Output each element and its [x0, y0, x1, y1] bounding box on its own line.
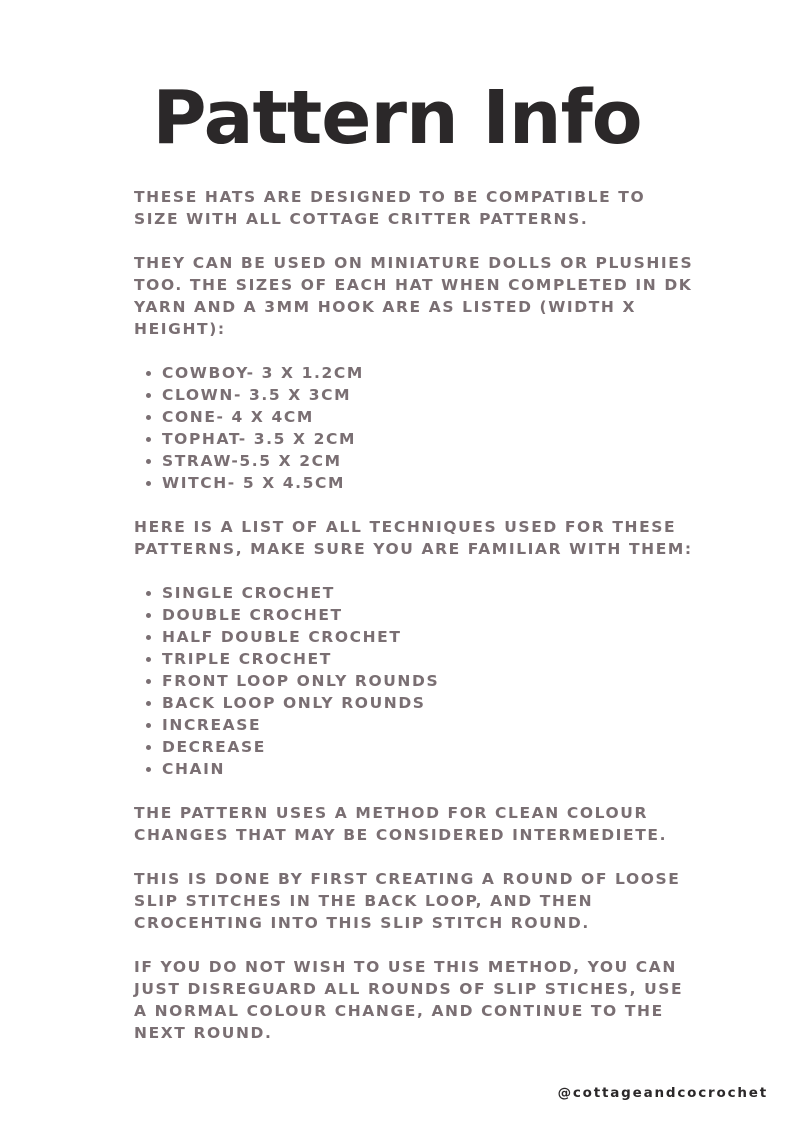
list-item: CHAIN [162, 758, 694, 780]
list-item: TOPHAT- 3.5 X 2CM [162, 428, 694, 450]
usage-paragraph: THEY CAN BE USED ON MINIATURE DOLLS OR PLUSHIES TOO. THE SIZES OF EACH HAT WHEN COMPLETED IN DK YARN AND A 3MM HOOK ARE AS LISTED (WIDTH X HEIGHT): [134, 254, 694, 338]
list-item: DOUBLE CROCHET [162, 604, 694, 626]
list-item: FRONT LOOP ONLY ROUNDS [162, 670, 694, 692]
method-note-paragraph: THE PATTERN USES A METHOD FOR CLEAN COLOUR CHANGES THAT MAY BE CONSIDERED INTERMEDIETE. [134, 804, 668, 844]
social-handle: @cottageandcocrochet [557, 1085, 768, 1101]
method-detail-paragraph: THIS IS DONE BY FIRST CREATING A ROUND OF LOOSE SLIP STITCHES IN THE BACK LOOP, AND THEN CROCEHTING INTO THIS SLIP STITCH ROUND. [134, 870, 681, 932]
list-item: CONE- 4 X 4CM [162, 406, 694, 428]
techniques-intro-paragraph: HERE IS A LIST OF ALL TECHNIQUES USED FOR THESE PATTERNS, MAKE SURE YOU ARE FAMILIAR WITH THEM: [134, 518, 693, 558]
list-item: WITCH- 5 X 4.5CM [162, 472, 694, 494]
list-item: SINGLE CROCHET [162, 582, 694, 604]
method-alternative-paragraph: IF YOU DO NOT WISH TO USE THIS METHOD, YOU CAN JUST DISREGUARD ALL ROUNDS OF SLIP STICHES, USE A NORMAL COLOUR CHANGE, AND CONTINUE TO THE NEXT ROUND. [134, 958, 684, 1042]
intro-paragraph: THESE HATS ARE DESIGNED TO BE COMPATIBLE TO SIZE WITH ALL COTTAGE CRITTER PATTERNS. [134, 188, 646, 228]
list-item: HALF DOUBLE CROCHET [162, 626, 694, 648]
list-item: TRIPLE CROCHET [162, 648, 694, 670]
list-item: CLOWN- 3.5 X 3CM [162, 384, 694, 406]
page-title: Pattern Info [152, 75, 642, 161]
list-item: DECREASE [162, 736, 694, 758]
list-item: STRAW-5.5 X 2CM [162, 450, 694, 472]
list-item: INCREASE [162, 714, 694, 736]
list-item: COWBOY- 3 X 1.2CM [162, 362, 694, 384]
techniques-list [134, 582, 694, 780]
list-item: BACK LOOP ONLY ROUNDS [162, 692, 694, 714]
hat-size-list [134, 362, 694, 494]
pattern-info-body [134, 186, 694, 1066]
